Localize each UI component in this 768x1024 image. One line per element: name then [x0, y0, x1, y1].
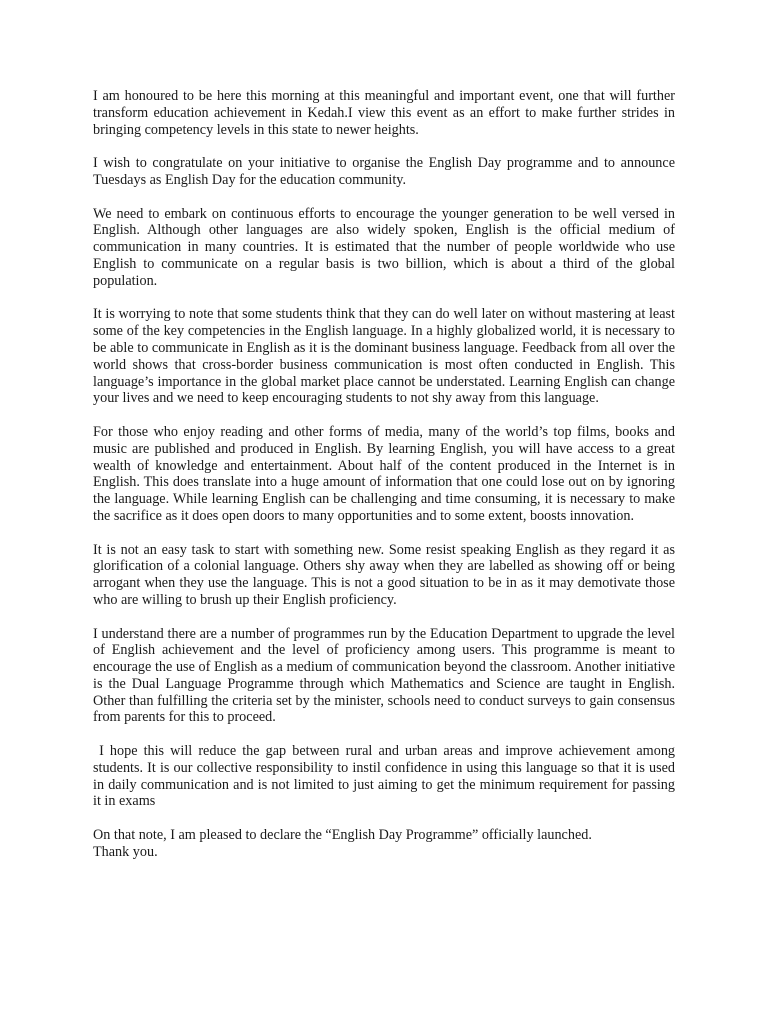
paragraph-media: For those who enjoy reading and other forms of media, many of the world’s top films, books and music are published and produced in English. By learning English, you will have access to a great wealth of knowledge and entertainment. About half of the content produced in the Internet is in English. This does translate into a huge amount of information that one could lose out on by ignoring the language. While learning English can be challenging and time consuming, it is necessary to make the sacrifice as it does open doors to many opportunities and to some extent, boosts innovation. [93, 423, 675, 524]
closing-declaration: On that note, I am pleased to declare the “English Day Programme” officially launched. [93, 827, 592, 844]
paragraph-reduce-gap: I hope this will reduce the gap between rural and urban areas and improve achievement among students. It is our collective responsibility to instil confidence in using this language so that it is used in daily communication and is not limited to just aiming to get the minimum requirement for passing it in exams [93, 743, 679, 810]
paragraph-programmes: I understand there are a number of programmes run by the Education Department to upgrade the level of English achievement and the level of proficiency among users. This programme is meant to encourage the use of English as a medium of communication beyond the classroom. Another initiative is the Dual Language Programme through which Mathematics and Science are taught in English. Other than fulfilling the criteria set by the minister, schools need to conduct surveys to gain consensus from parents for this to proceed. [93, 625, 675, 726]
paragraph-worrying-note: It is worrying to note that some students think that they can do well later on without mastering at least some of the key competencies in the English language. In a highly globalized world, it is necessary to be able to communicate in English as it is the dominant business language. Feedback from all over the world shows that cross-border business communication is most often conducted in English. This language’s importance in the global market place cannot be understated. Learning English can change your lives and we need to keep encouraging students to not shy away from this language. [93, 306, 675, 407]
paragraph-opening: I am honoured to be here this morning at this meaningful and important event, one that will further transform education achievement in Kedah.I view this event as an effort to make further strides in bringing competency levels in this state to newer heights. [93, 88, 675, 138]
paragraph-congratulations: I wish to congratulate on your initiative to organise the English Day programme and to announce Tuesdays as English Day for the education community. [93, 155, 675, 188]
document-page [93, 88, 679, 877]
paragraph-continuous-efforts: We need to embark on continuous efforts to encourage the younger generation to be well versed in English. Although other languages are also widely spoken, English is the official medium of communication in many countries. It is estimated that the number of people worldwide who use English to communicate on a regular basis is two billion, which is about a third of the global population. [93, 205, 675, 289]
paragraph-not-easy: It is not an easy task to start with something new. Some resist speaking English as they regard it as glorification of a colonial language. Others shy away when they are labelled as showing off or being arrogant when they use the language. This is not a good situation to be in as it may demotivate those who are willing to brush up their English proficiency. [93, 541, 675, 608]
closing-thanks: Thank you. [93, 843, 158, 860]
closing-block [93, 827, 675, 861]
